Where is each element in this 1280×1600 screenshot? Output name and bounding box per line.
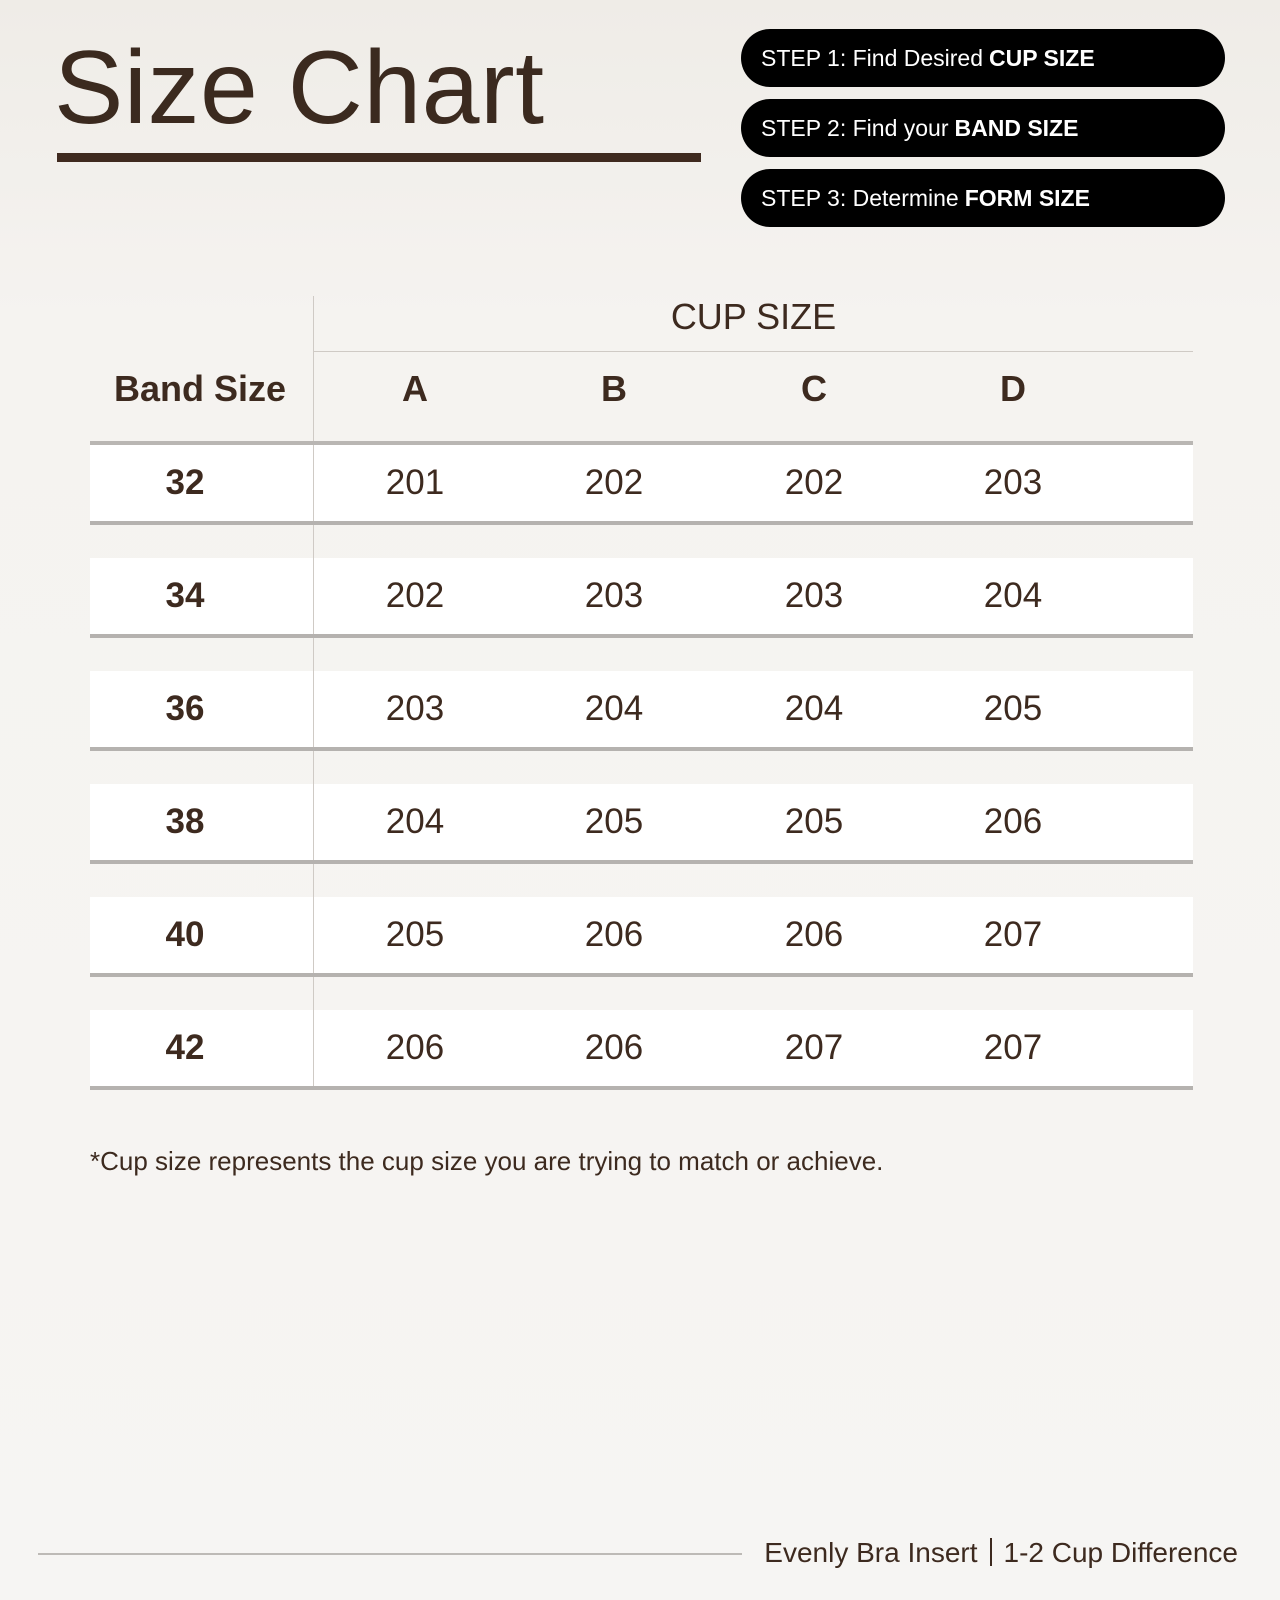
table-row xyxy=(90,1010,1193,1090)
table-row xyxy=(90,784,1193,864)
band-cell: 40 xyxy=(165,915,205,954)
value-cell: 206 xyxy=(983,802,1043,841)
value-cell: 203 xyxy=(784,576,844,615)
footer-tagline: 1-2 Cup Difference xyxy=(1003,1537,1238,1568)
step-2-text: STEP 2: Find your xyxy=(761,114,949,141)
step-3-bold: FORM SIZE xyxy=(964,184,1090,211)
row-divider xyxy=(313,445,314,521)
value-cell: 205 xyxy=(385,915,445,954)
value-cell: 206 xyxy=(584,1028,644,1067)
row-divider xyxy=(313,558,314,634)
value-cell: 204 xyxy=(983,576,1043,615)
value-cell: 207 xyxy=(983,1028,1043,1067)
band-cell: 36 xyxy=(165,689,205,728)
value-cell: 205 xyxy=(784,802,844,841)
step-2-bold: BAND SIZE xyxy=(954,114,1079,141)
value-cell: 201 xyxy=(385,463,445,502)
row-divider xyxy=(313,1010,314,1086)
cup-col-d: D xyxy=(1000,368,1026,409)
value-cell: 206 xyxy=(784,915,844,954)
step-1-text: STEP 1: Find Desired xyxy=(761,44,984,71)
band-size-header: Band Size xyxy=(113,368,287,409)
band-cell: 34 xyxy=(165,576,205,615)
value-cell: 202 xyxy=(784,463,844,502)
step-1-bold: CUP SIZE xyxy=(989,44,1095,71)
step-1-pill xyxy=(741,29,1225,87)
value-cell: 202 xyxy=(584,463,644,502)
value-cell: 204 xyxy=(584,689,644,728)
table-header-row xyxy=(90,368,1193,418)
title-underline xyxy=(57,153,701,162)
cup-size-header: CUP SIZE xyxy=(670,296,837,337)
step-2-pill xyxy=(741,99,1225,157)
value-cell: 205 xyxy=(983,689,1043,728)
value-cell: 203 xyxy=(385,689,445,728)
value-cell: 203 xyxy=(983,463,1043,502)
footer-product: Evenly Bra Insert xyxy=(764,1537,978,1568)
step-3-text: STEP 3: Determine xyxy=(761,184,959,211)
value-cell: 207 xyxy=(983,915,1043,954)
table-row xyxy=(90,671,1193,751)
footer-rule xyxy=(38,1553,742,1555)
footer-separator xyxy=(990,1538,992,1566)
band-cell: 42 xyxy=(165,1028,205,1067)
value-cell: 204 xyxy=(385,802,445,841)
cup-col-c: C xyxy=(801,368,827,409)
cup-size-note: *Cup size represents the cup size you are trying to match or achieve. xyxy=(90,1146,884,1176)
table-row xyxy=(90,897,1193,977)
row-divider xyxy=(313,897,314,973)
row-divider xyxy=(313,671,314,747)
value-cell: 203 xyxy=(584,576,644,615)
table-row xyxy=(90,558,1193,638)
footer xyxy=(764,1537,1238,1569)
cup-col-a: A xyxy=(402,368,428,409)
value-cell: 204 xyxy=(784,689,844,728)
value-cell: 202 xyxy=(385,576,445,615)
value-cell: 206 xyxy=(385,1028,445,1067)
row-divider xyxy=(313,784,314,860)
step-3-pill xyxy=(741,169,1225,227)
band-cell: 32 xyxy=(165,463,205,502)
value-cell: 207 xyxy=(784,1028,844,1067)
table-row xyxy=(90,445,1193,525)
value-cell: 206 xyxy=(584,915,644,954)
value-cell: 205 xyxy=(584,802,644,841)
steps-list xyxy=(741,29,1225,239)
cup-col-b: B xyxy=(601,368,627,409)
page-title: Size Chart xyxy=(54,30,545,146)
band-cell: 38 xyxy=(165,802,205,841)
cup-header-rule xyxy=(314,351,1193,352)
